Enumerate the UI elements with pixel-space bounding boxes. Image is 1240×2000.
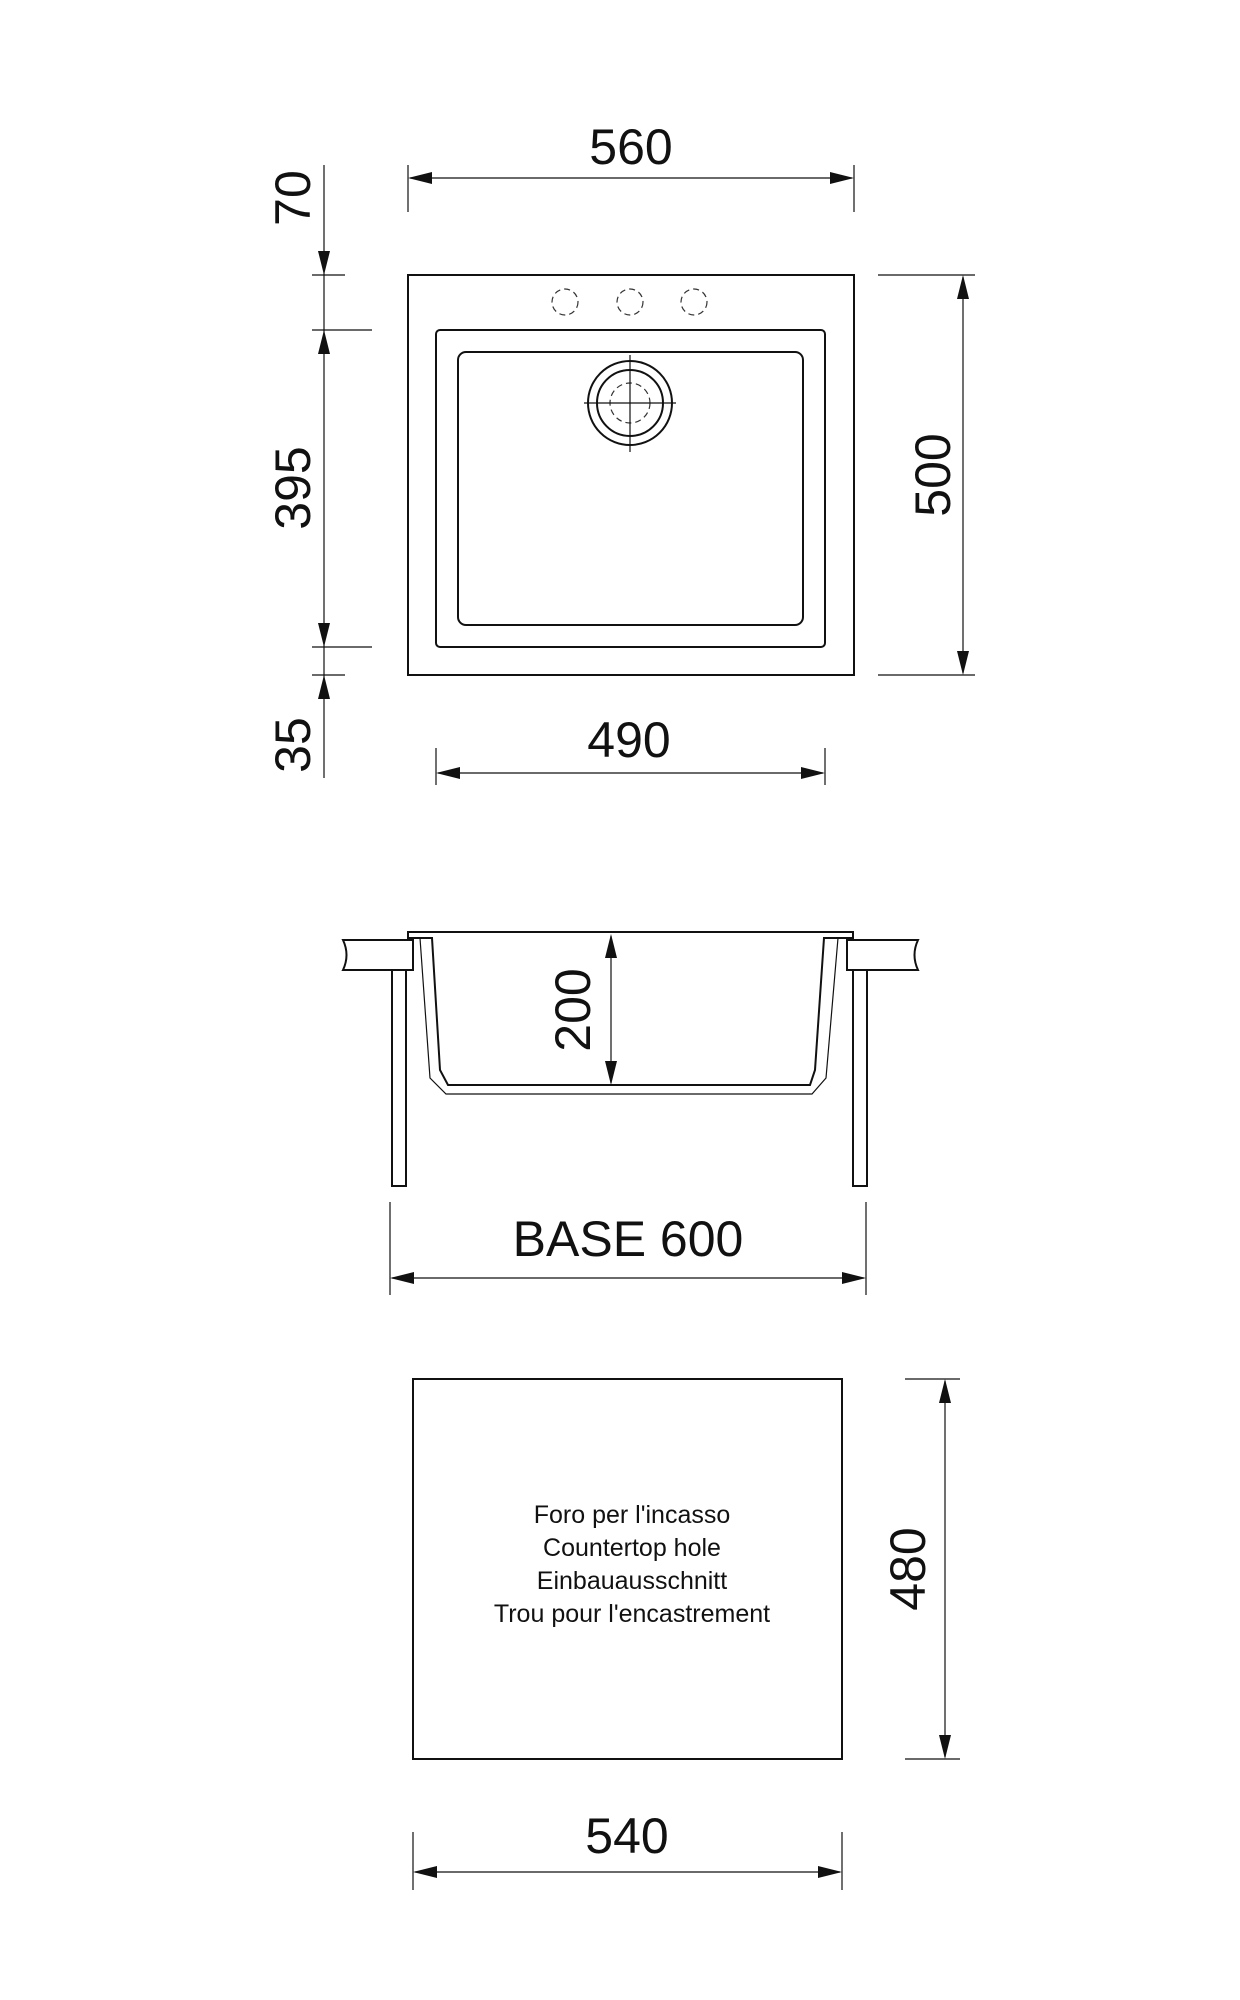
top-view xyxy=(265,119,975,785)
dimension-chain-left xyxy=(265,165,372,778)
drain-icon xyxy=(584,355,676,452)
dimension-500 xyxy=(878,275,975,675)
countertop-right xyxy=(847,940,918,1186)
countertop-left xyxy=(343,940,413,1186)
dimension-490 xyxy=(436,712,825,785)
dimension-cutout-depth: 480 xyxy=(880,1527,936,1611)
cutout-label-line: Einbauausschnitt xyxy=(536,1567,728,1595)
tap-hole-icon xyxy=(552,289,578,315)
sink-section-outline xyxy=(408,932,853,1085)
dimension-overall-width: 560 xyxy=(589,119,673,175)
tap-hole-icon xyxy=(681,289,707,315)
dimension-200 xyxy=(545,934,617,1085)
cutout-label-line: Countertop hole xyxy=(543,1534,721,1562)
dimension-480 xyxy=(880,1379,960,1759)
dimension-cutout-width: 540 xyxy=(585,1808,669,1864)
dimension-560 xyxy=(408,119,854,212)
dimension-bottom-margin: 35 xyxy=(265,717,321,773)
side-view xyxy=(343,932,918,1295)
cutout-view xyxy=(413,1379,960,1890)
dimension-540 xyxy=(413,1808,842,1890)
dimension-top-margin: 70 xyxy=(265,170,321,226)
dimension-base xyxy=(390,1202,866,1295)
dimension-overall-depth: 500 xyxy=(905,433,961,517)
sink-outer-outline xyxy=(408,275,854,675)
cutout-label-line: Trou pour l'encastrement xyxy=(493,1600,771,1628)
tap-hole-icon xyxy=(617,289,643,315)
dimension-bowl-height: 200 xyxy=(545,968,601,1052)
dimension-bowl-width: 490 xyxy=(587,712,671,768)
cutout-label-line: Foro per l'incasso xyxy=(533,1501,731,1529)
dimension-bowl-depth: 395 xyxy=(265,446,321,530)
base-cabinet-label: BASE 600 xyxy=(512,1211,744,1267)
